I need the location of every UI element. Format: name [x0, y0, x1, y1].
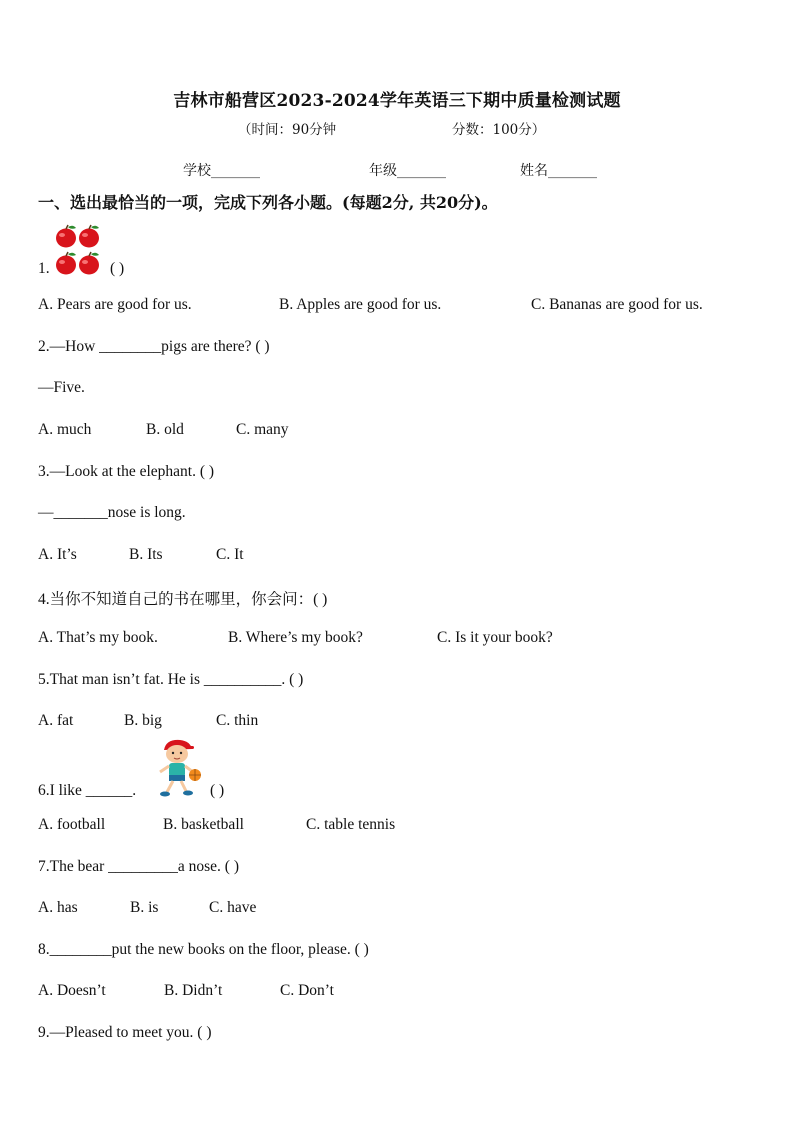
- page-title: 吉林市船营区2023-2024学年英语三下期中质量检测试题: [173, 91, 621, 111]
- question-8-stem: 8.________put the new books on the floor, please. ( ): [38, 941, 369, 958]
- grade-field: 年级_______: [369, 163, 446, 179]
- question-6-blank: ( ): [210, 782, 225, 799]
- exam-time: （时间：90分钟: [238, 122, 337, 138]
- question-3-stem: 3.—Look at the elephant. ( ): [38, 463, 215, 480]
- q5-option-b: B. big: [124, 712, 162, 729]
- q2-option-b: B. old: [146, 421, 184, 438]
- q3-option-b: B. Its: [129, 546, 163, 563]
- section-heading: 一、选出最恰当的一项，完成下列各小题。(每题2分, 共20分)。: [38, 193, 498, 212]
- q8-option-a: A. Doesn’t: [38, 982, 106, 999]
- q7-option-a: A. has: [38, 899, 78, 916]
- question-2-answer: —Five.: [38, 379, 85, 396]
- basketball-boy-icon: [152, 738, 204, 800]
- q6-option-b: B. basketball: [163, 816, 244, 833]
- q2-option-a: A. much: [38, 421, 92, 438]
- question-5-stem: 5.That man isn’t fat. He is __________. ( ): [38, 671, 304, 688]
- question-2-stem: 2.—How ________pigs are there? ( ): [38, 338, 270, 355]
- question-6-stem: 6.I like ______.: [38, 782, 137, 799]
- apples-icon: [55, 224, 103, 276]
- q6-option-c: C. table tennis: [306, 816, 396, 833]
- question-4-stem: 4.当你不知道自己的书在哪里，你会问：( ): [38, 591, 328, 608]
- q2-option-c: C. many: [236, 421, 289, 438]
- q7-option-b: B. is: [130, 899, 159, 916]
- name-field: 姓名_______: [520, 163, 597, 179]
- question-9-stem: 9.—Pleased to meet you. ( ): [38, 1024, 212, 1041]
- exam-score: 分数：100分）: [452, 122, 546, 138]
- question-1-stem: 1.: [38, 260, 50, 277]
- q1-option-a: A. Pears are good for us.: [38, 296, 192, 313]
- q8-option-c: C. Don’t: [280, 982, 334, 999]
- q5-option-c: C. thin: [216, 712, 259, 729]
- q4-option-b: B. Where’s my book?: [228, 629, 363, 646]
- question-7-stem: 7.The bear _________a nose. ( ): [38, 858, 240, 875]
- q3-option-c: C. It: [216, 546, 244, 563]
- question-1-blank: ( ): [110, 260, 125, 277]
- q1-option-c: C. Bananas are good for us.: [531, 296, 703, 313]
- q4-option-a: A. That’s my book.: [38, 629, 158, 646]
- q1-option-b: B. Apples are good for us.: [279, 296, 442, 313]
- q6-option-a: A. football: [38, 816, 106, 833]
- q7-option-c: C. have: [209, 899, 257, 916]
- question-3-answer: —_______nose is long.: [38, 504, 186, 521]
- school-field: 学校_______: [183, 163, 260, 179]
- q8-option-b: B. Didn’t: [164, 982, 223, 999]
- q5-option-a: A. fat: [38, 712, 74, 729]
- q4-option-c: C. Is it your book?: [437, 629, 553, 646]
- q3-option-a: A. It’s: [38, 546, 77, 563]
